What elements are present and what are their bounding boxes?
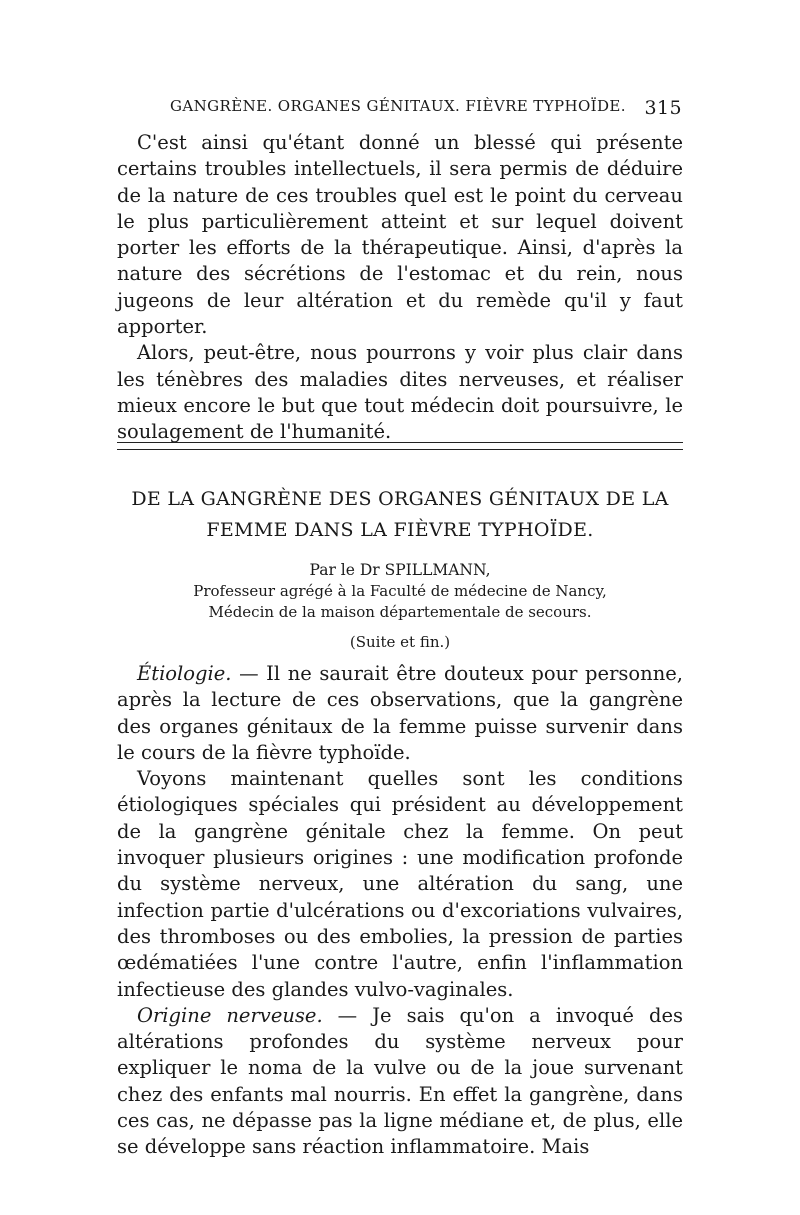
article-title (117, 484, 683, 546)
paragraph (117, 1003, 683, 1161)
paragraph: Alors, peut-être, nous pourrons y voir plus clair dans les ténèbres des maladies dites nerveuses, et réaliser mieux encore le but que tout médecin doit poursuivre, le soulagement de l'humanité. (117, 341, 683, 444)
article-body (117, 661, 683, 1161)
author: Par le Dr SPILLMANN, (309, 561, 491, 579)
paragraph-text: — Je sais qu'on a invoqué des altérations profondes du système nerveux pour expliquer le noma de la vulve ou de la joue survenant chez des enfants mal nourris. En effet la gangrène, dans ces cas, ne dépasse pas la ligne médiane et, de plus, elle se développe sans réaction inflammatoire. Mais (117, 1003, 683, 1159)
affiliation: Professeur agrégé à la Faculté de médecine de Nancy, (193, 582, 607, 600)
paragraph (117, 766, 683, 1003)
paragraph (117, 661, 683, 766)
paragraph-text: Voyons maintenant quelles sont les conditions étiologiques spéciales qui président au développement de la gangrène génitale chez la femme. On peut invoquer plusieurs origines : une modification profonde du système nerveux, une altération du sang, une infection partie d'ulcérations ou d'excoriations vulvaires, des thromboses ou des embolies, la pression de parties œdématiées l'une contre l'autre, enfin l'inflammation infectieuse des glandes vulvo-vaginales. (117, 767, 683, 1001)
running-header (170, 97, 682, 119)
intro-text (117, 130, 683, 446)
continuation-note: (Suite et fin.) (349, 633, 451, 651)
section-divider-top (117, 442, 683, 443)
article-title-line: FEMME DANS LA FIÈVRE TYPHOÏDE. (206, 519, 594, 541)
article-title-line: DE LA GANGRÈNE DES ORGANES GÉNITAUX DE LA (131, 488, 669, 510)
paragraph-text: — Il ne saurait être douteux pour personne, après la lecture de ces observations, que la gangrène des organes génitaux de la femme puisse survenir dans le cours de la fièvre typhoïde. (117, 662, 683, 764)
section-divider-bottom (117, 449, 683, 450)
affiliation: Médecin de la maison départementale de secours. (208, 603, 592, 621)
section-lead: Origine nerveuse. (137, 1003, 323, 1027)
article-byline (117, 560, 683, 653)
running-title: GANGRÈNE. ORGANES GÉNITAUX. FIÈVRE TYPHOÏDE. (170, 97, 626, 115)
page-number: 315 (644, 97, 682, 119)
section-lead: Étiologie. (137, 662, 232, 685)
paragraph: C'est ainsi qu'étant donné un blessé qui présente certains troubles intellectuels, il sera permis de déduire de la nature de ces troubles quel est le point du cerveau le plus particulièrement atteint et sur lequel doivent porter les efforts de la thérapeutique. Ainsi, d'après la nature des sécrétions de l'estomac et du rein, nous jugeons de leur altération et du remède qu'il y faut apporter. (117, 131, 683, 339)
